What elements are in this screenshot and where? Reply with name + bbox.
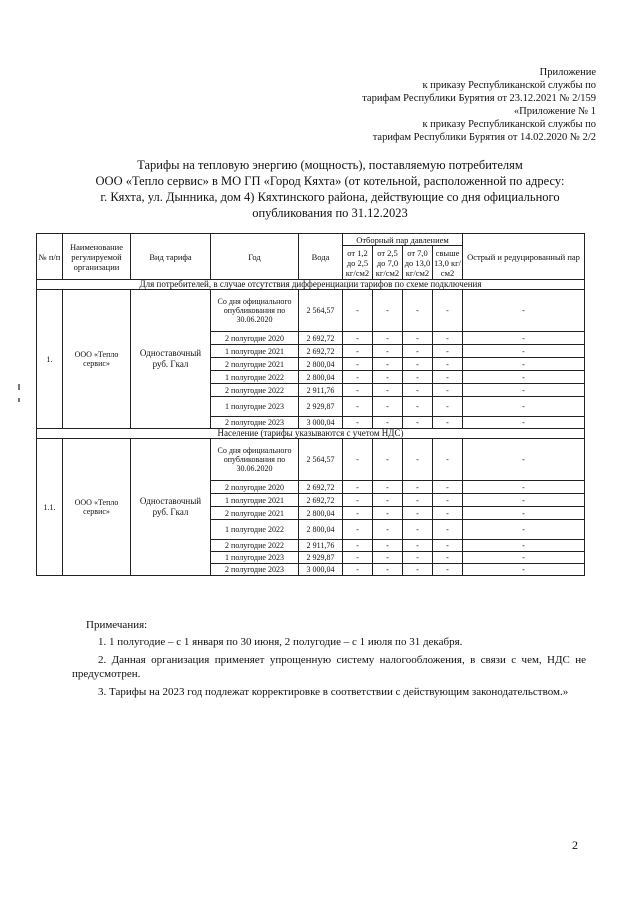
org-name: ООО «Тепло сервис»	[63, 439, 131, 576]
scan-mark	[18, 384, 20, 390]
sharp-steam-value: -	[463, 494, 585, 507]
pressure-4-value: -	[433, 290, 463, 332]
pressure-3-value: -	[403, 384, 433, 397]
sharp-steam-value: -	[463, 552, 585, 564]
water-value: 2 911,76	[299, 384, 343, 397]
page-number: 2	[572, 838, 578, 852]
pressure-1-value: -	[343, 564, 373, 576]
pressure-4-value: -	[433, 494, 463, 507]
tariff-table	[36, 233, 585, 576]
pressure-4-value: -	[433, 564, 463, 576]
water-value: 2 800,04	[299, 520, 343, 540]
org-name: ООО «Тепло сервис»	[63, 290, 131, 429]
pressure-3-value: -	[403, 290, 433, 332]
pressure-4-value: -	[433, 358, 463, 371]
section-title: Для потребителей, в случае отсутствия дифференциации тарифов по схеме подключения	[37, 280, 585, 290]
pressure-2-value: -	[373, 358, 403, 371]
header-line: тарифам Республики Бурятия от 23.12.2021 № 2/159	[362, 93, 596, 104]
water-value: 2 911,76	[299, 540, 343, 552]
header-line: тарифам Республики Бурятия от 14.02.2020 № 2/2	[372, 132, 596, 143]
pressure-1-value: -	[343, 384, 373, 397]
col-header-type: Вид тарифа	[131, 234, 211, 280]
header-line: «Приложение № 1	[513, 106, 596, 117]
water-value: 3 000,04	[299, 417, 343, 429]
pressure-3-value: -	[403, 397, 433, 417]
pressure-2-value: -	[373, 540, 403, 552]
table-header-row	[37, 234, 585, 246]
col-header-year: Год	[211, 234, 299, 280]
pressure-2-value: -	[373, 397, 403, 417]
scan-mark	[18, 398, 20, 402]
period: 1 полугодие 2021	[211, 345, 299, 358]
water-value: 3 000,04	[299, 564, 343, 576]
pressure-4-value: -	[433, 520, 463, 540]
pressure-1-value: -	[343, 345, 373, 358]
sharp-steam-value: -	[463, 439, 585, 481]
note-item: 1. 1 полугодие – с 1 января по 30 июня, 2 полугодие – с 1 июля по 31 декабря.	[98, 636, 463, 648]
row-number: 1.1.	[37, 439, 63, 576]
period: Со дня официального опубликования по 30.06.2020	[211, 290, 299, 332]
pressure-4-value: -	[433, 439, 463, 481]
period: 2 полугодие 2020	[211, 332, 299, 345]
water-value: 2 692,72	[299, 345, 343, 358]
pressure-2-value: -	[373, 290, 403, 332]
period: 2 полугодие 2023	[211, 564, 299, 576]
pressure-2-value: -	[373, 332, 403, 345]
col-header-pressure-3: от 7,0 до 13,0 кг/см2	[403, 246, 433, 280]
col-header-pressure-4: свыше 13,0 кг/см2	[434, 247, 461, 278]
tariff-type: Одноставочный руб. Гкал	[131, 290, 211, 429]
sharp-steam-value: -	[463, 520, 585, 540]
sharp-steam-value: -	[463, 358, 585, 371]
pressure-1-value: -	[343, 481, 373, 494]
water-value: 2 692,72	[299, 481, 343, 494]
pressure-1-value: -	[343, 332, 373, 345]
pressure-2-value: -	[373, 417, 403, 429]
table-row	[37, 439, 585, 481]
period: 1 полугодие 2023	[211, 552, 299, 564]
pressure-3-value: -	[403, 371, 433, 384]
pressure-2-value: -	[373, 481, 403, 494]
pressure-1-value: -	[343, 507, 373, 520]
pressure-1-value: -	[343, 520, 373, 540]
pressure-3-value: -	[403, 520, 433, 540]
pressure-4-value: -	[433, 552, 463, 564]
period: 2 полугодие 2023	[211, 417, 299, 429]
header-line: к приказу Республиканской службы по	[422, 119, 596, 130]
sharp-steam-value: -	[463, 371, 585, 384]
pressure-4-value: -	[433, 371, 463, 384]
pressure-4-value: -	[433, 345, 463, 358]
pressure-1-value: -	[343, 371, 373, 384]
pressure-2-value: -	[373, 564, 403, 576]
water-value: 2 692,72	[299, 494, 343, 507]
sharp-steam-value: -	[463, 481, 585, 494]
water-value: 2 692,72	[299, 332, 343, 345]
col-header-steam-group: Отборный пар давлением	[343, 234, 463, 246]
period: 1 полугодие 2022	[211, 520, 299, 540]
water-value: 2 800,04	[299, 358, 343, 371]
table-row	[37, 290, 585, 332]
period: 2 полугодие 2021	[211, 507, 299, 520]
title-line: г. Кяхта, ул. Дынника, дом 4) Кяхтинского района, действующие со дня официального	[100, 190, 560, 204]
pressure-3-value: -	[403, 481, 433, 494]
pressure-4-value: -	[433, 332, 463, 345]
col-header-pressure-1: от 1,2 до 2,5 кг/см2	[343, 246, 373, 280]
water-value: 2 929,87	[299, 552, 343, 564]
pressure-2-value: -	[373, 345, 403, 358]
title-line: ООО «Тепло сервис» в МО ГП «Город Кяхта» (от котельной, расположенной по адресу:	[95, 174, 565, 188]
section-title-row	[37, 280, 585, 290]
title-line: опубликования по 31.12.2023	[252, 206, 408, 220]
period: 2 полугодие 2021	[211, 358, 299, 371]
pressure-3-value: -	[403, 332, 433, 345]
period: 2 полугодие 2022	[211, 540, 299, 552]
pressure-1-value: -	[343, 397, 373, 417]
period: 1 полугодие 2022	[211, 371, 299, 384]
period: 1 полугодие 2023	[211, 397, 299, 417]
col-header-org: Наименование регулируемой организации	[63, 234, 131, 280]
pressure-1-value: -	[343, 439, 373, 481]
pressure-4-value: -	[433, 417, 463, 429]
note-item: 3. Тарифы на 2023 год подлежат корректировке в соответствии с действующим законодательством.»	[98, 686, 569, 698]
pressure-1-value: -	[343, 494, 373, 507]
section-title-row	[37, 429, 585, 439]
water-value: 2 564,57	[299, 439, 343, 481]
pressure-3-value: -	[403, 345, 433, 358]
sharp-steam-value: -	[463, 345, 585, 358]
notes-heading: Примечания:	[86, 619, 148, 631]
pressure-2-value: -	[373, 494, 403, 507]
pressure-3-value: -	[403, 564, 433, 576]
pressure-1-value: -	[343, 552, 373, 564]
col-header-pressure-2: от 2,5 до 7,0 кг/см2	[373, 246, 403, 280]
header-line: Приложение	[539, 67, 596, 78]
sharp-steam-value: -	[463, 540, 585, 552]
pressure-3-value: -	[403, 552, 433, 564]
sharp-steam-value: -	[463, 417, 585, 429]
pressure-1-value: -	[343, 358, 373, 371]
pressure-4-value: -	[433, 397, 463, 417]
section-title: Население (тарифы указываются с учетом НДС)	[37, 429, 585, 439]
period: 2 полугодие 2020	[211, 481, 299, 494]
pressure-3-value: -	[403, 417, 433, 429]
pressure-3-value: -	[403, 540, 433, 552]
col-header-num: № п/п	[37, 234, 63, 280]
pressure-1-value: -	[343, 417, 373, 429]
row-number: 1.	[37, 290, 63, 429]
pressure-3-value: -	[403, 494, 433, 507]
period: Со дня официального опубликования по 30.06.2020	[211, 439, 299, 481]
pressure-4-value: -	[433, 481, 463, 494]
col-header-sharp-steam: Острый и редуцированный пар	[463, 234, 585, 280]
sharp-steam-value: -	[463, 384, 585, 397]
pressure-2-value: -	[373, 439, 403, 481]
pressure-2-value: -	[373, 384, 403, 397]
header-line: к приказу Республиканской службы по	[422, 80, 596, 91]
pressure-4-value: -	[433, 507, 463, 520]
sharp-steam-value: -	[463, 332, 585, 345]
water-value: 2 800,04	[299, 507, 343, 520]
sharp-steam-value: -	[463, 397, 585, 417]
pressure-3-value: -	[403, 507, 433, 520]
col-header-water: Вода	[299, 234, 343, 280]
pressure-2-value: -	[373, 507, 403, 520]
pressure-4-value: -	[433, 540, 463, 552]
pressure-1-value: -	[343, 290, 373, 332]
water-value: 2 929,87	[299, 397, 343, 417]
tariff-type: Одноставочный руб. Гкал	[131, 439, 211, 576]
note-item: 2. Данная организация применяет упрощенную систему налогообложения, в связи с чем, НДС не предусмотрен.	[72, 654, 586, 680]
sharp-steam-value: -	[463, 564, 585, 576]
sharp-steam-value: -	[463, 290, 585, 332]
pressure-4-value: -	[433, 384, 463, 397]
pressure-3-value: -	[403, 439, 433, 481]
sharp-steam-value: -	[463, 507, 585, 520]
title-line: Тарифы на тепловую энергию (мощность), поставляемую потребителям	[137, 158, 523, 172]
pressure-2-value: -	[373, 371, 403, 384]
water-value: 2 800,04	[299, 371, 343, 384]
pressure-2-value: -	[373, 552, 403, 564]
pressure-1-value: -	[343, 540, 373, 552]
period: 2 полугодие 2022	[211, 384, 299, 397]
pressure-3-value: -	[403, 358, 433, 371]
period: 1 полугодие 2021	[211, 494, 299, 507]
water-value: 2 564,57	[299, 290, 343, 332]
pressure-2-value: -	[373, 520, 403, 540]
